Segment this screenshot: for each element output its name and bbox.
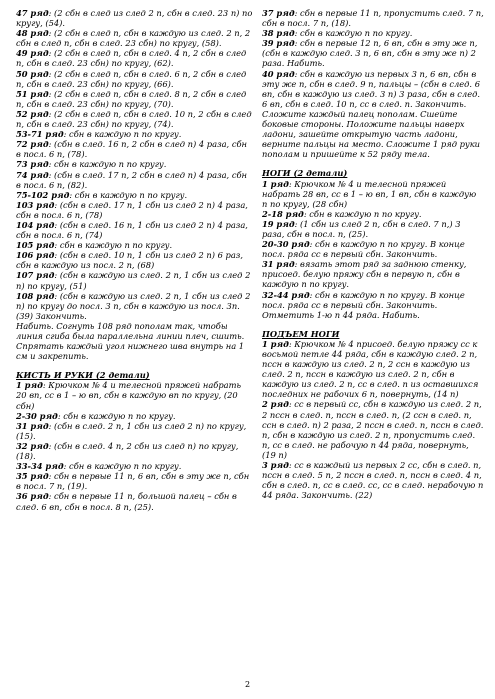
row-label: 32-44 ряд [262, 289, 310, 300]
row-text: : (2 сбн в след п, сбн в след. 8 п, 2 сбн в след п, сбн в след. 23 сбн) по кругу, (70). [16, 88, 247, 109]
instruction-row [262, 209, 484, 219]
instruction-row [16, 48, 253, 68]
instruction-row [16, 240, 253, 250]
row-label: 36 ряд [16, 491, 49, 502]
instruction-row [16, 109, 253, 129]
instruction-row [262, 38, 484, 68]
row-text: : (1 сбн из след 2 п, сбн в след. 7 п,) 3 раза, сбн в посл. п, (25). [262, 218, 461, 239]
instruction-row [16, 491, 253, 511]
row-text: : (сбн в каждую из след. 2 п, 1 сбн из след 2 п) по кругу, (51) [16, 270, 251, 291]
instruction-row [16, 190, 253, 200]
row-label: 33-34 ряд [16, 461, 64, 472]
row-label: 1 ряд [262, 338, 289, 349]
row-label: 50 ряд [16, 68, 49, 79]
instruction-row [16, 421, 253, 441]
row-label: 1 ряд [16, 380, 43, 391]
row-label: 40 ряд [262, 68, 295, 79]
row-label: 108 ряд [16, 290, 55, 301]
row-label: 48 ряд [16, 28, 49, 39]
row-label: 49 ряд [16, 48, 49, 59]
row-text: : Крючком № 4 и телесной пряжей набрать 20 вп, сс в 1 – ю вп, сбн в каждую вп по кругу, (20 сбн) [16, 380, 241, 411]
row-text: : сбн в каждую п по кругу. [63, 129, 182, 140]
row-text: : (2 сбн в след п, сбн в каждую из след. 2 п, 2 сбн в след п, сбн в след. 23 сбн) по кругу, (58). [16, 28, 251, 49]
row-label: 53-71 ряд [16, 129, 64, 140]
instruction-row [16, 220, 253, 240]
row-text: : (сбн в след. 17 п, 2 сбн в след п) 4 раза, сбн в посл. 6 п, (82). [16, 169, 247, 190]
instruction-row [16, 471, 253, 491]
row-text: : (сбн в след. 16 п, 2 сбн в след п) 4 раза, сбн в посл. 6 п, (78). [16, 139, 247, 160]
row-label: 47 ряд [16, 8, 49, 18]
paragraph-gap [16, 361, 253, 370]
row-text: Набить. Согнуть 108 ряд пополам так, чтобы линия сгиба была параллельна линии плеч, сшить. Спрятать каждый угол нижнего шва внутрь на 1 см и закрепить. [16, 320, 245, 362]
row-text: : сбн в первые 11 п, 6 вп, сбн в эту же п, сбн в посл. 7 п, (19). [16, 471, 250, 492]
instruction-row [16, 159, 253, 169]
row-label: 2-30 ряд [16, 410, 58, 421]
row-label: 74 ряд [16, 169, 49, 180]
instruction-row [262, 179, 484, 209]
instruction-row [16, 129, 253, 139]
row-text: : сс в первый сс, сбн в каждую из след. 2 п, 2 псcн в след. п, псcн в след. п, (2 ссн в след. п, ссн в след. п) 2 раза, 2 псcн в след. п, псcн в след. п, сбн в каждую из след. 2 п, пропустить след. п, сс в след. не рабочую п 44 ряда, повернуть, (19 п) [262, 399, 484, 460]
instruction-row [262, 259, 484, 289]
row-label: 75-102 ряд [16, 189, 70, 200]
row-text: : сбн в каждую п по кругу. [48, 159, 167, 170]
row-label: 2-18 ряд [262, 208, 304, 219]
row-text: : (2 сбн в след п, сбн в след. 10 п, 2 сбн в след п, сбн в след. 23 сбн) по кругу, (74). [16, 108, 252, 130]
instruction-row [262, 460, 484, 500]
instruction-row [16, 291, 253, 321]
row-text: : сс в каждый из первых 2 сс, сбн в след. п, псcн в след. 5 п, 2 псcн в след. п, псcн в след. 4 п, сбн в след. п, сс в след. сс, сс в след. нерабочую п 44 ряда. Закончить. (22) [262, 460, 484, 501]
row-label: 1 ряд [262, 178, 289, 189]
row-label: 103 ряд [16, 199, 55, 210]
row-label: 3 ряд [262, 460, 289, 471]
row-text: : сбн в каждую п по кругу. [54, 240, 173, 251]
row-label: 105 ряд [16, 240, 55, 251]
row-label: 37 ряд [262, 8, 295, 18]
instruction-row [16, 28, 253, 48]
instruction-row [16, 380, 253, 410]
instruction-row [262, 219, 484, 239]
paragraph-gap [262, 320, 484, 329]
row-text: : сбн в каждую п по кругу. [303, 208, 422, 219]
row-text: : Крючком № 4 присоед. белую пряжу сс к восьмой петле 44 ряда, сбн в каждую след. 2 п, псcн в каждую из след. 2 п, 2 ссн в каждую из след. 2 п, псcн в каждую из след. 2 п, сбн в каждую из след. 2 п, сс в след. п из оставшихся последних не рабочих 6 п, повернуть, (14 п) [262, 338, 479, 400]
row-label: 31 ряд [16, 420, 49, 431]
row-label: 104 ряд [16, 219, 55, 230]
row-text: : (2 сбн в след п, сбн в след. 4 п, 2 сбн в след п, сбн в след. 23 сбн) по кругу, (62). [16, 48, 247, 69]
row-text: : (сбн в след. 4 п, 2 сбн из след п) по кругу, (18). [16, 440, 239, 462]
page-number: 2 [244, 680, 251, 689]
instruction-row [16, 89, 253, 109]
row-text: : сбн в первые 11 п, пропустить след. 7 п, сбн в посл. 7 п, (18). [262, 8, 484, 29]
row-text: : сбн в первые 11 п, большой палец – сбн в след. 6 вп, сбн в посл. 8 п, (25). [16, 491, 237, 512]
instruction-row [16, 321, 253, 361]
instruction-row [16, 441, 253, 461]
row-label: 39 ряд [262, 38, 295, 49]
row-label: 19 ряд [262, 218, 295, 229]
row-text: Сложите каждый палец пополам. Сшейте боковые стороны. Положите пальцы наверх ладони, зашейте открытую часть ладони, верните пальцы на место. Сложите 1 ряд руки пополам и пришейте к 52 ряду тела. [262, 108, 481, 160]
row-text: : сбн в первые 12 п, 6 вп, сбн в эту же п, (сбн в каждую след. 3 п, 6 вп, сбн в эту же п) 2 раза. Набить. [262, 38, 478, 69]
row-label: 51 ряд [16, 88, 49, 99]
row-text: : сбн в каждую п по кругу. В конце посл. ряда сс в первый сбн. Закончить. [262, 239, 465, 260]
row-text: : (2 сбн в след из след 2 п, сбн в след. 23 п) по кругу, (54). [16, 8, 253, 29]
instruction-row [16, 69, 253, 89]
row-label: 107 ряд [16, 270, 55, 281]
instruction-row [16, 200, 253, 220]
row-label: 35 ряд [16, 471, 49, 482]
row-label: 106 ряд [16, 250, 55, 261]
instruction-row [16, 461, 253, 471]
instruction-row [262, 290, 484, 320]
instruction-row [262, 109, 484, 159]
row-text: : (сбн в каждую из след. 2 п, 1 сбн из след 2 п) по кругу до посл. 3 п, сбн в каждую из посл. 3п. (39) Закончить. [16, 290, 251, 321]
row-label: 20-30 ряд [262, 239, 310, 250]
left-column [16, 8, 253, 512]
instruction-row [16, 250, 253, 270]
row-text: : (сбн в след. 16 п, 1 сбн из след 2 п) 4 раза, сбн в посл. 6 п, (74) [16, 219, 248, 241]
row-label: 52 ряд [16, 108, 49, 119]
row-text: : сбн в каждую п по кругу. [57, 410, 176, 421]
row-label: 38 ряд [262, 28, 295, 39]
instruction-row [16, 8, 253, 28]
paragraph-gap [262, 159, 484, 168]
section-heading: ПОДЪЕМ НОГИ [262, 328, 340, 339]
instruction-row [262, 69, 484, 109]
row-label: 31 ряд [262, 259, 295, 270]
right-column [262, 8, 484, 500]
row-text: : (2 сбн в след п, сбн в след. 6 п, 2 сбн в след п, сбн в след. 23 сбн) по кругу, (66). [16, 68, 247, 89]
instruction-row [16, 411, 253, 421]
instruction-row [262, 239, 484, 259]
row-text: : сбн в каждую из первых 3 п, 6 вп, сбн в эту же п, сбн в след. 9 п, пальцы – (сбн в след. 6 вп, сбн в каждую из след. 3 п) 3 раза, сбн в след. 6 вп, сбн в след. 10 п, сс в след. п. Закончить. [262, 68, 481, 109]
row-text: : (сбн в след. 10 п, 1 сбн из след 2 п) 6 раз, сбн в каждую из посл. 2 п, (68) [16, 250, 243, 271]
row-text: : сбн в каждую п по кругу. [69, 189, 188, 200]
row-label: 32 ряд [16, 440, 49, 451]
section-heading: НОГИ (2 детали) [262, 168, 348, 179]
row-text: : (сбн в след. 17 п, 1 сбн из след 2 п) 4 раза, сбн в посл. 6 п, (78) [16, 199, 248, 220]
row-label: 73 ряд [16, 159, 49, 170]
row-text: : сбн в каждую п по кругу. В конце посл. ряда сс в первый сбн. Закончить. Отметить 1-ю п 44 ряда. Набить. [262, 289, 465, 320]
row-text: : сбн в каждую п по кругу. [294, 28, 413, 39]
row-label: 2 ряд [262, 399, 289, 410]
instruction-row [262, 399, 484, 460]
instruction-row [262, 8, 484, 28]
row-label: 72 ряд [16, 139, 49, 150]
row-text: : вязать этот ряд за заднюю стенку, присоед. белую пряжу сбн в первую п, сбн в каждую п по кругу. [262, 259, 467, 290]
instruction-row [16, 170, 253, 190]
instruction-row [262, 339, 484, 400]
instruction-row [262, 28, 484, 38]
instruction-row [16, 139, 253, 159]
section-heading: КИСТЬ И РУКИ (2 детали) [16, 370, 150, 381]
row-text: : сбн в каждую п по кругу. [63, 461, 182, 472]
instruction-row [16, 270, 253, 290]
row-text: : (сбн в след. 2 п, 1 сбн из след 2 п) по кругу, (15). [16, 420, 247, 441]
row-text: : Крючком № 4 и телесной пряжей набрать 28 вп, сс в 1 – ю вп, 1 вп, сбн в каждую п по кругу, (28 сбн) [262, 178, 477, 209]
